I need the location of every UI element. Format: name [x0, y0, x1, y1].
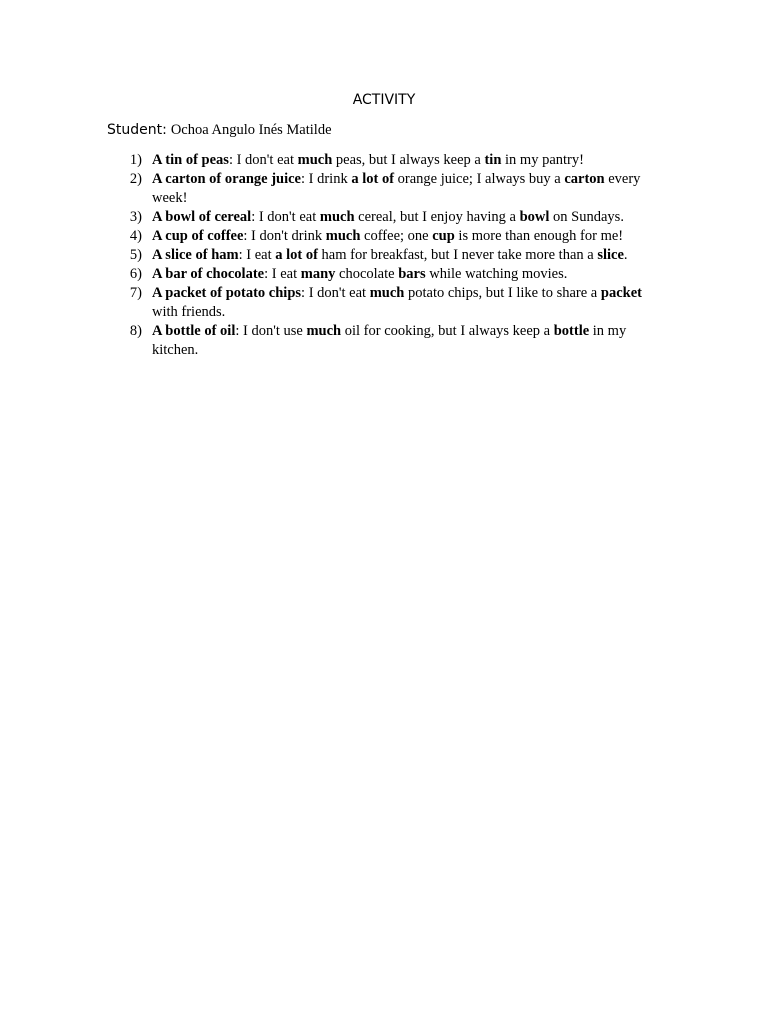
- bold-text: A cup of coffee: [152, 228, 244, 244]
- text-segment: orange juice; I always buy a: [394, 171, 565, 187]
- text-segment: on Sundays.: [549, 209, 624, 225]
- bold-text: packet: [600, 285, 642, 301]
- bold-text: A bottle of oil: [152, 323, 236, 339]
- student-line: [107, 120, 332, 140]
- text-segment: cereal, but I enjoy having a: [354, 209, 520, 225]
- list-item-text: [152, 152, 584, 168]
- document-title: ACTIVITY: [352, 92, 416, 108]
- bold-text: A carton of orange juice: [152, 171, 301, 187]
- list-item-number: 5): [129, 247, 142, 263]
- text-segment: is more than enough for me!: [454, 228, 624, 244]
- list-item-number: 6): [129, 266, 142, 282]
- list-item: [0, 170, 664, 208]
- bold-text: much: [306, 323, 342, 339]
- list-item-text: [152, 323, 626, 358]
- bold-text: A bar of chocolate: [152, 266, 265, 282]
- bold-text: cup: [432, 228, 455, 244]
- student-label: Student:: [107, 122, 167, 138]
- text-segment: : I don't drink: [243, 228, 326, 244]
- text-segment: .: [623, 247, 628, 263]
- bold-text: bowl: [519, 209, 550, 225]
- list-item-text: [152, 228, 623, 244]
- bold-text: bars: [398, 266, 426, 282]
- text-segment: : I don't eat: [228, 152, 298, 168]
- bold-text: tin: [484, 152, 502, 168]
- bold-text: much: [325, 228, 361, 244]
- list-item-number: 8): [129, 323, 142, 339]
- list-item: [0, 151, 664, 170]
- activity-list: [0, 151, 664, 360]
- text-segment: : I don't eat: [251, 209, 320, 225]
- bold-text: bottle: [553, 323, 590, 339]
- list-item-text: [152, 171, 640, 206]
- bold-text: much: [319, 209, 355, 225]
- text-segment: with friends.: [152, 304, 226, 320]
- text-segment: : I don't eat: [301, 285, 370, 301]
- text-segment: every week!: [152, 171, 641, 206]
- list-item-text: [152, 247, 628, 263]
- list-item: [0, 265, 664, 284]
- bold-text: A bowl of cereal: [152, 209, 252, 225]
- list-item-number: 2): [129, 171, 142, 187]
- text-segment: : I eat: [264, 266, 301, 282]
- list-item-number: 1): [129, 152, 142, 168]
- text-segment: while watching movies.: [425, 266, 568, 282]
- text-segment: potato chips, but I like to share a: [404, 285, 601, 301]
- list-item-number: 4): [129, 228, 142, 244]
- list-item: [0, 246, 664, 265]
- bold-text: A slice of ham: [152, 247, 239, 263]
- bold-text: much: [297, 152, 333, 168]
- list-item-number: 3): [129, 209, 142, 225]
- text-segment: : I eat: [238, 247, 276, 263]
- text-segment: : I don't use: [235, 323, 307, 339]
- text-segment: ham for breakfast, but I never take more than a: [317, 247, 598, 263]
- text-segment: peas, but I always keep a: [332, 152, 485, 168]
- text-segment: : I drink: [301, 171, 352, 187]
- text-segment: in my pantry!: [501, 152, 584, 168]
- list-item-text: [152, 209, 624, 225]
- bold-text: a lot of: [351, 171, 395, 187]
- list-item: [0, 208, 664, 227]
- text-segment: chocolate: [335, 266, 399, 282]
- text-segment: in my kitchen.: [152, 323, 627, 358]
- bold-text: many: [300, 266, 336, 282]
- bold-text: slice: [597, 247, 624, 263]
- bold-text: A tin of peas: [152, 152, 229, 168]
- list-item-number: 7): [129, 285, 142, 301]
- bold-text: A packet of potato chips: [152, 285, 302, 301]
- text-segment: coffee; one: [360, 228, 433, 244]
- list-item: [0, 322, 664, 360]
- list-item: [0, 227, 664, 246]
- bold-text: much: [369, 285, 405, 301]
- list-item-text: [152, 266, 567, 282]
- list-item-text: [152, 285, 642, 320]
- bold-text: a lot of: [275, 247, 318, 263]
- list-item: [0, 284, 664, 322]
- bold-text: carton: [564, 171, 605, 187]
- text-segment: oil for cooking, but I always keep a: [341, 323, 554, 339]
- student-name: Ochoa Angulo Inés Matilde: [170, 122, 332, 138]
